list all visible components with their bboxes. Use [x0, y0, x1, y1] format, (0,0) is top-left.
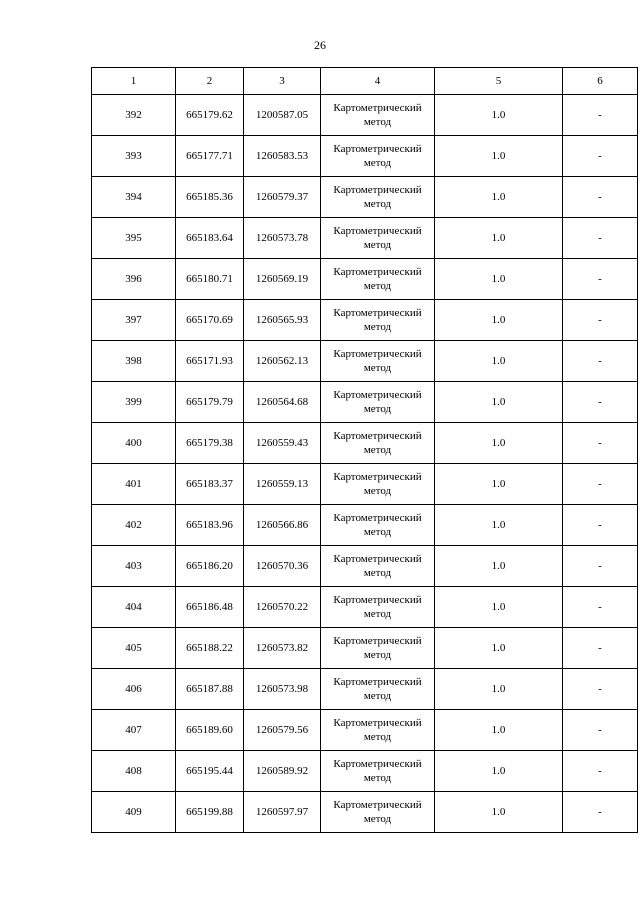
y-coordinate-cell: 1260573.78 [244, 218, 321, 259]
table-body [92, 95, 638, 833]
method-line-1: Картометрический [333, 389, 422, 401]
point-number-cell: 402 [92, 505, 176, 546]
y-coordinate-cell: 1260559.43 [244, 423, 321, 464]
method-cell [321, 669, 435, 710]
point-number-cell: 396 [92, 259, 176, 300]
method-line-1: Картометрический [333, 758, 422, 770]
precision-cell: 1.0 [435, 505, 563, 546]
method-line-2: метод [363, 813, 392, 825]
note-cell: - [563, 423, 638, 464]
point-number-cell: 405 [92, 628, 176, 669]
precision-cell: 1.0 [435, 669, 563, 710]
y-coordinate-cell: 1260583.53 [244, 136, 321, 177]
point-number-cell: 407 [92, 710, 176, 751]
x-coordinate-cell: 665179.79 [176, 382, 244, 423]
table-row [92, 669, 638, 710]
y-coordinate-cell: 1260579.37 [244, 177, 321, 218]
table-row [92, 95, 638, 136]
table-row [92, 587, 638, 628]
method-line-2: метод [363, 649, 392, 661]
precision-cell: 1.0 [435, 95, 563, 136]
table-row [92, 546, 638, 587]
precision-cell: 1.0 [435, 341, 563, 382]
method-line-2: метод [363, 485, 392, 497]
method-cell [321, 177, 435, 218]
note-cell: - [563, 751, 638, 792]
point-number-cell: 406 [92, 669, 176, 710]
x-coordinate-cell: 665186.48 [176, 587, 244, 628]
method-line-2: метод [363, 444, 392, 456]
method-cell [321, 136, 435, 177]
method-line-2: метод [363, 362, 392, 374]
method-line-2: метод [363, 280, 392, 292]
y-coordinate-cell: 1260573.82 [244, 628, 321, 669]
method-cell [321, 259, 435, 300]
method-cell [321, 464, 435, 505]
x-coordinate-cell: 665199.88 [176, 792, 244, 833]
method-line-1: Картометрический [333, 676, 422, 688]
column-header: 5 [435, 68, 563, 95]
x-coordinate-cell: 665179.62 [176, 95, 244, 136]
y-coordinate-cell: 1200587.05 [244, 95, 321, 136]
point-number-cell: 400 [92, 423, 176, 464]
method-line-1: Картометрический [333, 102, 422, 114]
note-cell: - [563, 382, 638, 423]
note-cell: - [563, 792, 638, 833]
y-coordinate-cell: 1260570.36 [244, 546, 321, 587]
note-cell: - [563, 95, 638, 136]
y-coordinate-cell: 1260589.92 [244, 751, 321, 792]
point-number-cell: 408 [92, 751, 176, 792]
method-line-1: Картометрический [333, 266, 422, 278]
x-coordinate-cell: 665170.69 [176, 300, 244, 341]
note-cell: - [563, 546, 638, 587]
precision-cell: 1.0 [435, 710, 563, 751]
precision-cell: 1.0 [435, 628, 563, 669]
method-line-2: метод [363, 772, 392, 784]
point-number-cell: 399 [92, 382, 176, 423]
method-cell [321, 218, 435, 259]
method-cell [321, 628, 435, 669]
precision-cell: 1.0 [435, 792, 563, 833]
method-line-2: метод [363, 116, 392, 128]
point-number-cell: 394 [92, 177, 176, 218]
precision-cell: 1.0 [435, 259, 563, 300]
y-coordinate-cell: 1260565.93 [244, 300, 321, 341]
precision-cell: 1.0 [435, 464, 563, 505]
precision-cell: 1.0 [435, 751, 563, 792]
table-row [92, 382, 638, 423]
note-cell: - [563, 710, 638, 751]
method-line-1: Картометрический [333, 143, 422, 155]
table-row [92, 423, 638, 464]
y-coordinate-cell: 1260566.86 [244, 505, 321, 546]
method-cell [321, 423, 435, 464]
x-coordinate-cell: 665180.71 [176, 259, 244, 300]
y-coordinate-cell: 1260559.13 [244, 464, 321, 505]
table-row [92, 177, 638, 218]
method-line-1: Картометрический [333, 348, 422, 360]
method-cell [321, 382, 435, 423]
method-line-1: Картометрический [333, 717, 422, 729]
point-number-cell: 404 [92, 587, 176, 628]
point-number-cell: 397 [92, 300, 176, 341]
point-number-cell: 395 [92, 218, 176, 259]
precision-cell: 1.0 [435, 300, 563, 341]
y-coordinate-cell: 1260570.22 [244, 587, 321, 628]
table-row [92, 751, 638, 792]
precision-cell: 1.0 [435, 177, 563, 218]
x-coordinate-cell: 665183.64 [176, 218, 244, 259]
precision-cell: 1.0 [435, 218, 563, 259]
table-row [92, 300, 638, 341]
method-line-1: Картометрический [333, 594, 422, 606]
method-cell [321, 587, 435, 628]
x-coordinate-cell: 665186.20 [176, 546, 244, 587]
x-coordinate-cell: 665179.38 [176, 423, 244, 464]
table-row [92, 505, 638, 546]
x-coordinate-cell: 665183.37 [176, 464, 244, 505]
method-line-2: метод [363, 731, 392, 743]
method-cell [321, 546, 435, 587]
note-cell: - [563, 218, 638, 259]
note-cell: - [563, 587, 638, 628]
method-line-1: Картометрический [333, 430, 422, 442]
point-number-cell: 403 [92, 546, 176, 587]
table-header-row [92, 68, 638, 95]
precision-cell: 1.0 [435, 546, 563, 587]
method-cell [321, 751, 435, 792]
precision-cell: 1.0 [435, 136, 563, 177]
method-line-1: Картометрический [333, 553, 422, 565]
y-coordinate-cell: 1260569.19 [244, 259, 321, 300]
x-coordinate-cell: 665177.71 [176, 136, 244, 177]
x-coordinate-cell: 665189.60 [176, 710, 244, 751]
precision-cell: 1.0 [435, 382, 563, 423]
method-cell [321, 792, 435, 833]
y-coordinate-cell: 1260573.98 [244, 669, 321, 710]
y-coordinate-cell: 1260579.56 [244, 710, 321, 751]
note-cell: - [563, 177, 638, 218]
method-line-2: метод [363, 157, 392, 169]
note-cell: - [563, 464, 638, 505]
note-cell: - [563, 300, 638, 341]
point-number-cell: 401 [92, 464, 176, 505]
method-cell [321, 95, 435, 136]
method-line-1: Картометрический [333, 512, 422, 524]
point-number-cell: 398 [92, 341, 176, 382]
method-line-2: метод [363, 198, 392, 210]
column-header: 2 [176, 68, 244, 95]
note-cell: - [563, 628, 638, 669]
method-cell [321, 341, 435, 382]
column-header: 3 [244, 68, 321, 95]
y-coordinate-cell: 1260597.97 [244, 792, 321, 833]
x-coordinate-cell: 665188.22 [176, 628, 244, 669]
point-number-cell: 392 [92, 95, 176, 136]
note-cell: - [563, 669, 638, 710]
coordinates-table [91, 67, 638, 833]
table-row [92, 710, 638, 751]
x-coordinate-cell: 665171.93 [176, 341, 244, 382]
method-line-2: метод [363, 526, 392, 538]
method-cell [321, 300, 435, 341]
column-header: 4 [321, 68, 435, 95]
table-row [92, 218, 638, 259]
x-coordinate-cell: 665187.88 [176, 669, 244, 710]
method-cell [321, 710, 435, 751]
table-row [92, 628, 638, 669]
method-line-2: метод [363, 403, 392, 415]
method-cell [321, 505, 435, 546]
method-line-1: Картометрический [333, 635, 422, 647]
precision-cell: 1.0 [435, 423, 563, 464]
x-coordinate-cell: 665195.44 [176, 751, 244, 792]
method-line-2: метод [363, 239, 392, 251]
page-number: 26 [314, 38, 326, 52]
table-row [92, 792, 638, 833]
method-line-2: метод [363, 690, 392, 702]
method-line-1: Картометрический [333, 225, 422, 237]
note-cell: - [563, 259, 638, 300]
y-coordinate-cell: 1260562.13 [244, 341, 321, 382]
table-row [92, 136, 638, 177]
note-cell: - [563, 136, 638, 177]
method-line-1: Картометрический [333, 184, 422, 196]
column-header: 1 [92, 68, 176, 95]
table-row [92, 464, 638, 505]
method-line-1: Картометрический [333, 307, 422, 319]
table-row [92, 341, 638, 382]
method-line-1: Картометрический [333, 799, 422, 811]
method-line-2: метод [363, 608, 392, 620]
x-coordinate-cell: 665185.36 [176, 177, 244, 218]
table-row [92, 259, 638, 300]
point-number-cell: 393 [92, 136, 176, 177]
point-number-cell: 409 [92, 792, 176, 833]
note-cell: - [563, 505, 638, 546]
y-coordinate-cell: 1260564.68 [244, 382, 321, 423]
precision-cell: 1.0 [435, 587, 563, 628]
method-line-2: метод [363, 567, 392, 579]
note-cell: - [563, 341, 638, 382]
method-line-2: метод [363, 321, 392, 333]
method-line-1: Картометрический [333, 471, 422, 483]
column-header: 6 [563, 68, 638, 95]
x-coordinate-cell: 665183.96 [176, 505, 244, 546]
